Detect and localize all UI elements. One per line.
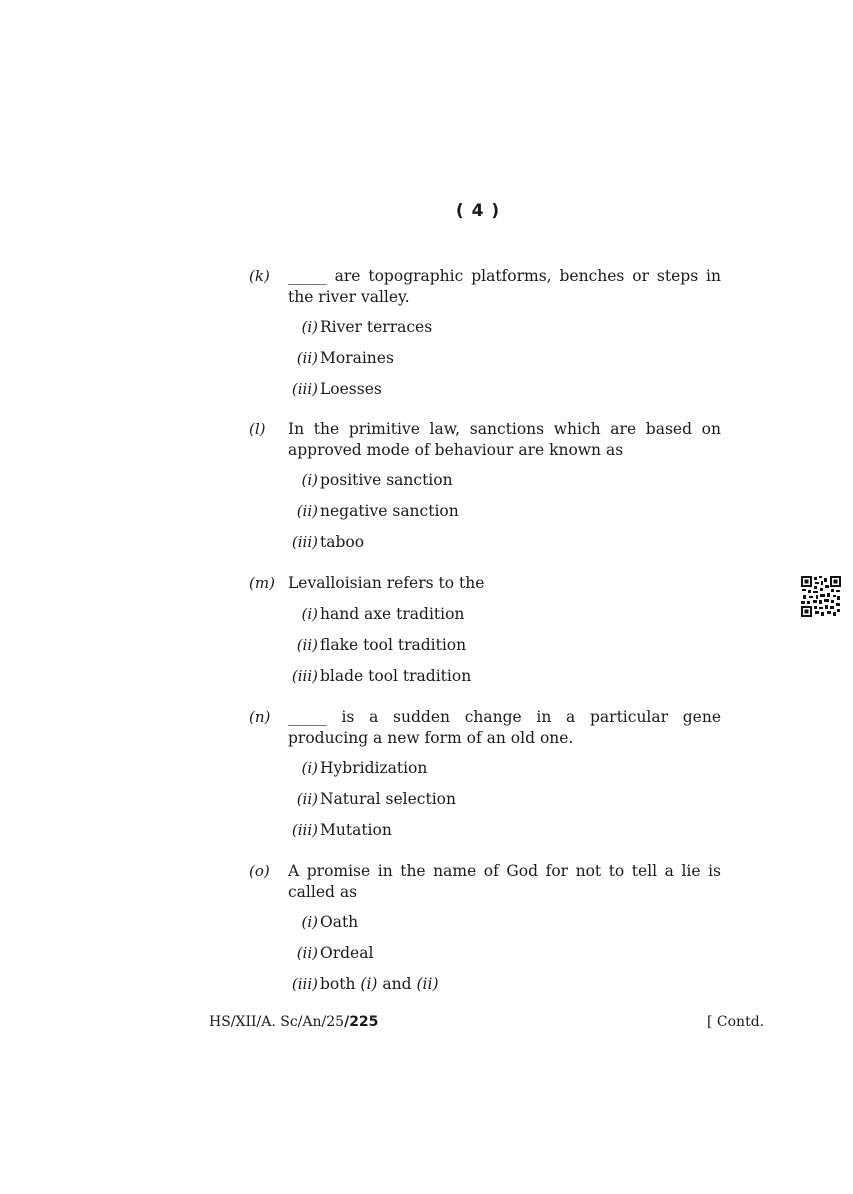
question-text: _____ are topographic platforms, benches or steps in the river valley. <box>288 267 721 306</box>
option-number: (i) <box>301 604 318 623</box>
option-text: Hybridization <box>320 759 428 777</box>
option <box>288 943 721 963</box>
option-text: hand axe tradition <box>320 604 465 623</box>
option-text: River terraces <box>320 318 433 336</box>
option-number: (iii) <box>291 533 318 551</box>
option-text: blade tool tradition <box>320 666 472 685</box>
option-text: Natural selection <box>320 790 456 808</box>
question-k <box>249 266 721 399</box>
question-label: (o) <box>249 862 270 880</box>
option-number: (i) <box>301 913 318 931</box>
paper-code <box>209 1014 378 1030</box>
option-ref-1: (i) <box>360 975 378 993</box>
question-m <box>249 573 721 686</box>
option-ref-2: (ii) <box>416 975 439 993</box>
option-text: flake tool tradition <box>320 635 467 654</box>
option-text <box>320 974 439 995</box>
option <box>288 470 721 490</box>
question-label: (l) <box>249 420 266 438</box>
question-label: (k) <box>249 267 270 285</box>
option-text: positive sanction <box>320 471 453 489</box>
option-number: (ii) <box>296 349 318 367</box>
option <box>288 317 721 337</box>
question-text: Levalloisian refers to the <box>288 574 485 592</box>
question-text: _____ is a sudden change in a particular gene producing a new form of an old one. <box>288 708 721 747</box>
option-word-and: and <box>382 975 412 993</box>
option-text: Moraines <box>320 349 394 367</box>
question-o <box>249 861 721 994</box>
option-number: (ii) <box>296 944 318 962</box>
option <box>288 912 721 932</box>
option-number: (ii) <box>296 635 318 654</box>
option-text: taboo <box>320 533 365 551</box>
option-number: (iii) <box>291 821 318 839</box>
option-number: (i) <box>301 759 318 777</box>
option-text: Ordeal <box>320 944 374 962</box>
option <box>288 758 721 778</box>
option-number: (ii) <box>296 502 318 520</box>
continued-marker: [ Contd. <box>707 1014 765 1030</box>
paper-code-prefix: HS/XII/A. Sc/An/25 <box>209 1014 345 1030</box>
question-label: (m) <box>249 574 275 592</box>
option-number: (iii) <box>291 666 318 685</box>
option-number: (iii) <box>291 380 318 398</box>
option <box>288 635 721 655</box>
option <box>288 532 721 552</box>
option <box>288 604 721 624</box>
page-number: ( 4 ) <box>455 201 501 221</box>
option <box>288 379 721 399</box>
question-l <box>249 419 721 552</box>
question-text: In the primitive law, sanctions which are based on approved mode of behaviour are known as <box>288 420 721 459</box>
paper-code-number: /225 <box>344 1014 379 1030</box>
option-text: Loesses <box>320 380 382 398</box>
option-text: negative sanction <box>320 502 459 520</box>
option <box>288 789 721 809</box>
option-number: (iii) <box>291 975 318 993</box>
option-text: Oath <box>320 913 359 931</box>
option <box>288 820 721 840</box>
option-number: (i) <box>301 318 318 336</box>
question-text: A promise in the name of God for not to tell a lie is called as <box>288 862 721 901</box>
option <box>288 348 721 368</box>
option-number: (i) <box>301 471 318 489</box>
option <box>288 501 721 521</box>
question-n <box>249 707 721 840</box>
option-text: Mutation <box>320 821 392 839</box>
option-word-both: both <box>320 975 356 993</box>
option <box>288 974 721 994</box>
option-number: (ii) <box>296 790 318 808</box>
option <box>288 666 721 686</box>
question-label: (n) <box>249 708 271 726</box>
qr-code-icon <box>801 576 841 617</box>
